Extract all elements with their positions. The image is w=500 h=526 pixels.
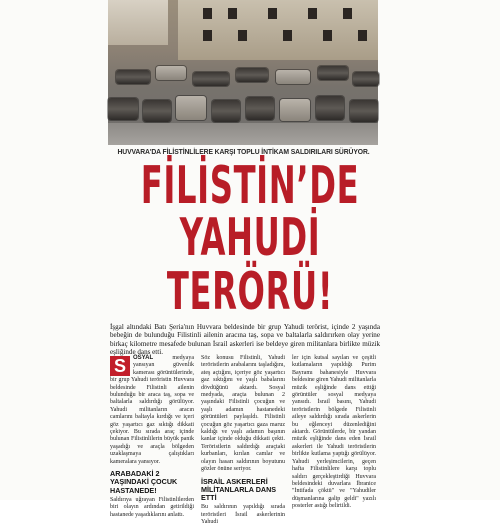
headline-line-2: YAHUDİ [179,208,321,268]
kicker: HUVVARA'DA FİLİSTİNLİLERE KARŞI TOPLU İNTİKAM SALDIRILARI SÜRÜYOR. [117,147,370,156]
article-column-1 [110,355,194,518]
road [108,123,378,145]
lead-paragraph: İşgal altındaki Batı Şeria'nın Huvvara beldesinde bir grup Yahudi terörist, içinde 2 yaşında bebeğin de bulunduğu Filistinli ailenin aracına taş, sopa ve baltalarla saldırırken olay yerine birkaç kilometre mesafede bulunan İsrail askerleri ise beldeye giren militanlara birlikte müzik eşliğinde dans etti. [110,323,380,357]
article-column-2 [201,355,285,525]
column-1-paragraph-2: Saldırıya uğrayan Filistinlilerden biri olayın ardından getirildiği hastanede yaşadıklarını anlattı. [110,496,194,518]
article-column-3 [292,355,376,510]
column-2-paragraph-1: Söz konusu Filistinli, Yahudi teröristlerin arabalarını taşladığını, ateş açtığını, içeriye göz yaşartıcı gaz sıktığını ve yaşlı babalarını dövdüğünü aktardı. Sosyal medyada, araçta bulunan 2 yaşındaki Filistinli çocuğun ve yaşlı adamın hastanedeki görüntüleri paylaşıldı. Filistinli çocuğun göz yaşartıcı gaza maruz kaldığı ve yaşlı adamın başının kanlar içinde olduğu dikkati çekti. Teröristlerin saldırdığı araçtaki kurbanları, kırılan camlar ve olayın hasarı saldırının boyutunu gözler önüne seriyor. [201,355,285,473]
burned-cars-photo [108,0,378,145]
headline-line-3: TERÖRÜ! [166,262,334,322]
column-1-paragraph-1: medyaya yansıyan güvenlik kamerası görüntülerinde, bir grup Yahudi teröristin Huvvara beldesinde Filistinli ailenin bulunduğu bir araca taş, sopa ve baltalarla saldırdığı görülüyor. Yahudi militanların aracın camlarını baltayla kırdığı ve içeri göz yaşartıcı gaz sıktığı dikkati çekiyor. Bu sırada araç içinde bulunan Filistinlilerin büyük panik yaşadığı ve araçla bölgeden uzaklaşmaya çalıştıkları kameralara yansıyor. [110,355,194,465]
subheading-child: ARABADAKİ 2 YAŞINDAKİ ÇOCUK HASTANEDE! [110,469,178,495]
headline-line-1: FİLİSTİN’DE [140,156,360,216]
intro-bold: OSYAL [133,355,154,361]
drop-cap: S [110,356,130,376]
subheading-soldiers: İSRAİL ASKERLERİ MİLİTANLARLA DANS ETTİ [201,476,277,502]
column-3-paragraph-1: ler için kutsal sayılan ve çeşitli kutlamaların yapıldığı Purim Bayramı bahanesiyle Huvvara beldesine giren Yahudi militanlarla müzik eşliğinde dans ettiği görüntüler sosyal medyaya yansıdı. İsrail basını, Yahudi teröristlerin bölgede Filistinli aileye saldırdığı sırada askerlerin bu eğlenceyi düzenlediğini aktardı. Görüntülerde, bir yandan müzik eşliğinde dans eden İsrail askerleri ile Yahudi teröristlerin birlikte kutlama yaptığı görülüyor. Yahudi yerleşimcilerin, geçen hafta Filistinlilere karşı toplu saldırı gerçekleştirdiği Huvvara beldesindeki duvarlara İbranice "İntifada çöktü" ve "Yahudiler düşmanlarına galip geldi" yazılı posterler astığı belirtildi. [292,355,376,510]
column-2-paragraph-2: Bu saldırının yapıldığı sırada teröristleri İsrail askerlerinin Yahudi [201,504,285,525]
